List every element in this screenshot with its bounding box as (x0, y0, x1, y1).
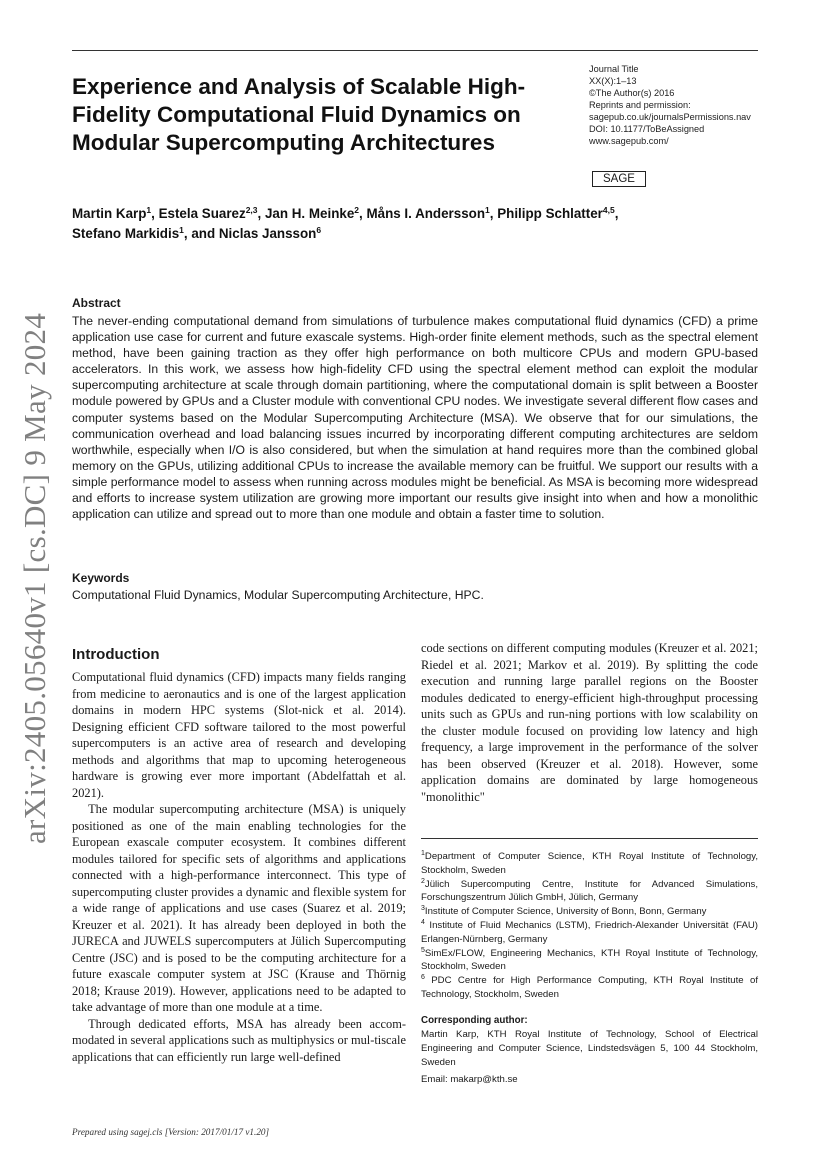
affiliation-item (421, 974, 758, 1002)
header-rule (72, 50, 758, 51)
author-affiliation-mark: 4,5 (602, 205, 615, 215)
affiliation-number: 5 (421, 946, 425, 954)
page-footer: Prepared using sagej.cls [Version: 2017/01/17 v1.20] (72, 1127, 270, 1137)
affiliation-number: 3 (421, 905, 425, 913)
author-name: Jan H. Meinke (264, 206, 355, 221)
affiliation-text: PDC Centre for High Performance Computing, KTH Royal Institute of Technology, Stockholm, Sweden (421, 975, 758, 1000)
affiliation-item (421, 878, 758, 906)
author-separator: , (614, 206, 619, 221)
author-affiliation-mark: 1 (179, 225, 184, 235)
body-paragraph: Through dedicated efforts, MSA has already been accom-modated in several applications such as multiphysics or mul-tiscale applications that can efficiently run large well-defined (72, 1016, 406, 1064)
body-paragraph: code sections on different computing modules (Kreuzer et al. 2021; Riedel et al. 2021; Markov et al. 2019). By splitting the code execution and running large parallel regions on the Booster modules dedicated to energy-efficient high-throughput processing units such as GPUs and run-ning portions with low scalability on the cluster module focused on providing low latency and high frequency, a large improvement in the performance of the solver has been observed (Kreuzer et al. 2018). However, some application domains are dominated by large homogeneous "monolithic" (421, 641, 758, 804)
author-name: Estela Suarez (158, 206, 246, 221)
abstract-body: The never-ending computational demand from simulations of turbulence makes computational fluid dynamics (CFD) a prime application use case for current and future exascale systems. High-order finite element methods, such as the spectral element method, have been gaining traction as they offer high performance on both multicore CPUs and modern GPU-based accelerators. In this work, we assess how high-fidelity CFD using the spectral element method can exploit the modular supercomputing architecture at scale through domain partitioning, where the computational domain is split between a Booster module powered by GPUs and a Cluster module with conventional CPU nodes. We investigate several different flow cases and computer systems based on the Modular Supercomputing Architecture (MSA). We observe that for our simulations, the communication overhead and load balancing issues incurred by incorporating different computing architectures are seldom worthwhile, especially when I/O is also considered, but when the simulation at hand requires more than the combined global memory on the GPUs, utilizing additional CPUs to increase the available memory can be fruitful. We support our results with a simple performance model to assess when running across modules might be beneficial. As MSA is becoming more widespread and efforts to increase system utilization are growing more important our results give insight into when and how a monolithic application can utilize and spread out to more than one module and obtain a faster time to solution. (72, 314, 758, 522)
body-paragraph: The modular supercomputing architecture (MSA) is uniquely positioned as one of the main enabling technologies for the European exascale computer ecosystem. It combines different modules tailored for specific sets of algorithms and applications connected with a high-performance interconnect. This type of supercomputing cluster provides a dynamic and flexible system for a wide range of applications and use cases (Suarez et al. 2019; Kreuzer et al. 2021). It has already been deployed in both the JURECA and JUWELS supercomputers at Jülich Supercomputing Centre (JSC) and is posed to be the computing architecture for a future exascale computer system at JSC (Krause and Thörnig 2018; Krause 2019). However, applications need to be adapted to take advantage of more than one module at a time. (72, 802, 406, 1014)
journal-info-line: ©The Author(s) 2016 (589, 88, 675, 98)
journal-info-line: sagepub.co.uk/journalsPermissions.nav (589, 112, 751, 122)
author-separator: , (257, 206, 265, 221)
arxiv-stamp (17, 312, 52, 844)
author-separator: , and (183, 226, 219, 241)
affiliation-item (421, 905, 758, 919)
journal-info-line: www.sagepub.com/ (589, 136, 669, 146)
author-separator: , (489, 206, 498, 221)
author-name: Niclas Jansson (218, 226, 317, 241)
right-column (421, 640, 758, 805)
author-name: Stefano Markidis (72, 226, 180, 241)
arxiv-stamp-text: arXiv:2405.05640v1 [cs.DC] 9 May 2024 (17, 312, 52, 844)
journal-info-line: Reprints and permission: (589, 100, 691, 110)
journal-info-line: DOI: 10.1177/ToBeAssigned (589, 124, 705, 134)
author-affiliation-mark: 1 (146, 205, 152, 215)
left-column (72, 669, 406, 1065)
affiliation-number: 4 (421, 918, 425, 926)
author-separator: , (359, 206, 367, 221)
author-name: Måns I. Andersson (366, 206, 486, 221)
affiliation-number: 2 (421, 877, 425, 885)
affiliation-text: Institute of Fluid Mechanics (LSTM), Friedrich-Alexander Universität (FAU) Erlangen-Nürnberg, Germany (421, 919, 758, 945)
author-affiliation-mark: 6 (316, 225, 322, 235)
section-heading-introduction: Introduction (72, 646, 160, 663)
abstract-heading: Abstract (72, 296, 121, 310)
publisher-logo-box: SAGE (592, 171, 646, 187)
corresponding-author-email[interactable]: Email: makarp@kth.se (421, 1074, 518, 1085)
author-name: Martin Karp (72, 206, 147, 221)
author-separator: , (151, 206, 159, 221)
footnote-rule (421, 838, 758, 839)
affiliation-text: Institute of Computer Science, University of Bonn, Bonn, Germany (424, 906, 707, 918)
keywords-body: Computational Fluid Dynamics, Modular Supercomputing Architecture, HPC. (72, 588, 484, 602)
affiliation-text: SimEx/FLOW, Engineering Mechanics, KTH Royal Institute of Technology, Stockholm, Sweden (421, 947, 758, 973)
journal-info (589, 63, 789, 147)
affiliation-text: Jülich Supercomputing Centre, Institute for Advanced Simulations, Forschungszentrum Jülich GmbH, Jülich, Germany (421, 878, 758, 904)
affiliation-item (421, 947, 758, 975)
author-list (72, 204, 762, 244)
keywords-heading: Keywords (72, 571, 130, 585)
author-name: Philipp Schlatter (497, 206, 603, 221)
paper-title: Experience and Analysis of Scalable High-Fidelity Computational Fluid Dynamics on Modular Supercomputing Architectures (72, 74, 526, 155)
affiliation-number: 1 (421, 850, 425, 857)
journal-info-line: XX(X):1–13 (589, 76, 637, 86)
corresponding-author-address: Martin Karp, KTH Royal Institute of Technology, School of Electrical Engineering and Computer Science, Lindstedsvägen 5, 100 44 Stockholm, Sweden (421, 1029, 758, 1068)
affiliation-item (421, 850, 758, 878)
affiliation-item (421, 919, 758, 947)
corresponding-author-heading: Corresponding author: (421, 1015, 528, 1026)
author-affiliation-mark: 1 (485, 205, 490, 215)
affiliation-number: 6 (421, 974, 425, 982)
affiliation-text: Department of Computer Science, KTH Royal Institute of Technology, Stockholm, Sweden (421, 851, 758, 876)
body-paragraph: Computational fluid dynamics (CFD) impacts many fields ranging from medicine to aeronautics and is one of the largest application domains in modern HPC systems (Slot-nick et al. 2014). Designing efficient CFD software tailored to the most powerful supercomputers is an active area of research and developing methods and algorithms that map to upcoming heterogeneous hardware is growing ever more important (Abdelfattah et al. 2021). (72, 670, 406, 800)
author-affiliation-mark: 2,3 (245, 205, 258, 215)
journal-info-line: Journal Title (589, 64, 639, 74)
author-affiliation-mark: 2 (354, 205, 360, 215)
affiliation-list (421, 850, 758, 1002)
